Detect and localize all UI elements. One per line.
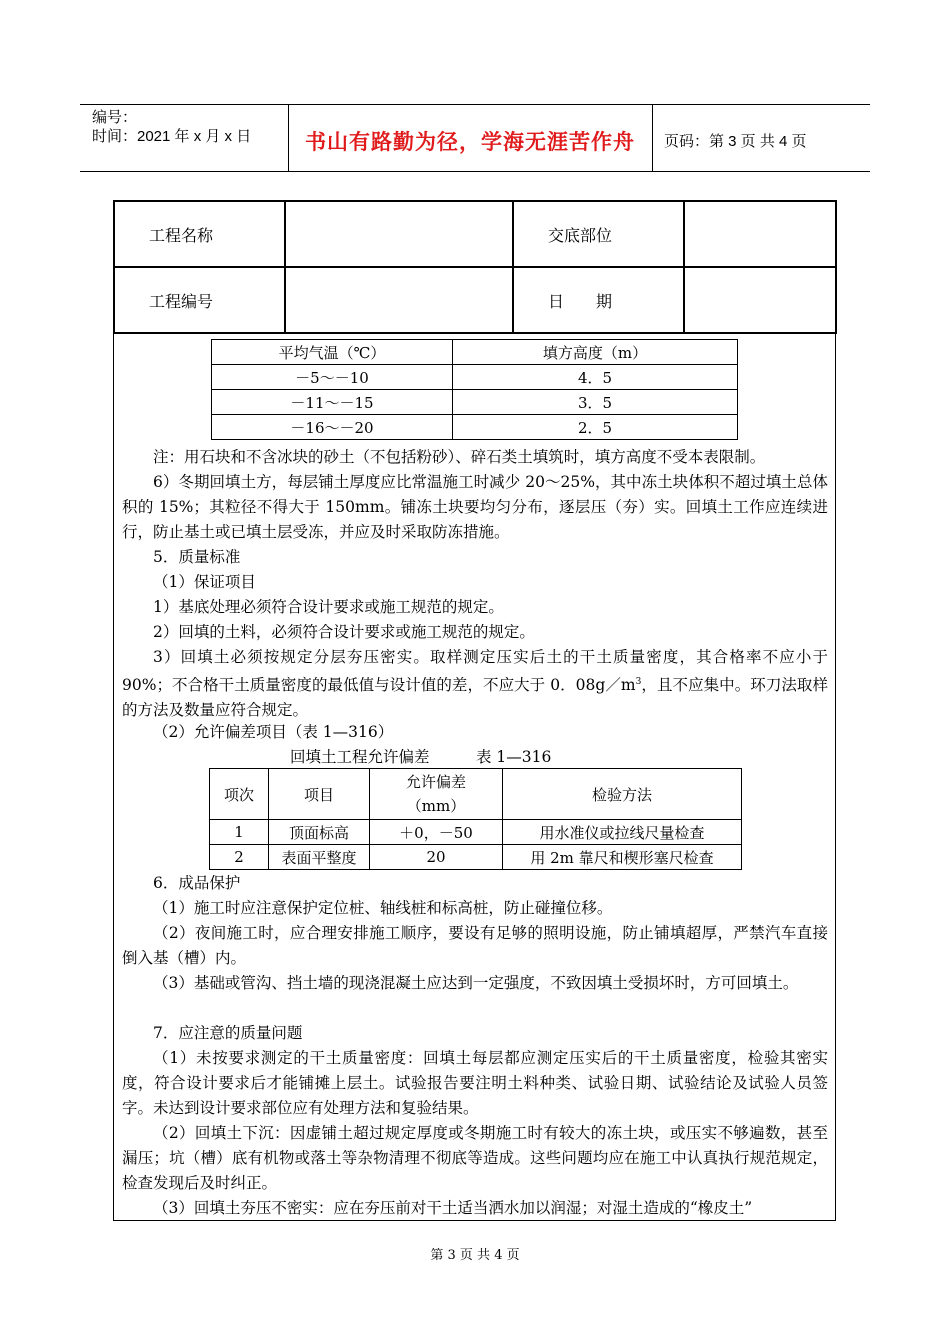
table-header: 项次 (210, 769, 269, 820)
table-row (212, 415, 738, 440)
table-cell: －5～－10 (212, 365, 453, 390)
time-line: 时间：2021 年 x 月 x 日 (92, 128, 252, 145)
paragraph: 1）基底处理必须符合设计要求或施工规范的规定。 (153, 598, 504, 616)
table-header: 填方高度（m） (453, 340, 738, 365)
paragraph-text: ，且不应集中。环刀法取样的方法及数量应符合规定。 (122, 676, 828, 720)
table-cell: 表面平整度 (269, 845, 370, 870)
header-top-rule (80, 104, 870, 105)
page-footer: 第 3 页 共 4 页 (430, 1248, 520, 1263)
paragraph: （2）回填土下沉：因虚铺土超过规定厚度或冬期施工时有较大的冻土块，或压实不够遍数，甚至漏压；坑（槽）底有机物或落土等杂物清理不彻底等造成。这些问题均应在施工中认真执行规范规定，检查发现后及时纠正。 (122, 1124, 828, 1192)
paragraph-text: 3）回填土必须按规定分层夯压密实。取样测定压实后土的干土质量密度，其合格率不应小于 90%；不合格干土质量密度的最低值与设计值的差，不应大于 0．08g／m (122, 648, 828, 695)
table-row (210, 845, 742, 870)
project-info-table (113, 200, 837, 334)
date-value (684, 267, 836, 333)
paragraph (122, 645, 828, 723)
paragraph: （3）回填土夯压不密实：应在夯压前对干土适当洒水加以润湿；对湿土造成的“橡皮土” (153, 1199, 753, 1217)
table-cell: 2 (210, 845, 269, 870)
table-cell: －16～－20 (212, 415, 453, 440)
motto: 书山有路勤为径，学海无涯苦作舟 (305, 130, 635, 154)
header-divider (652, 104, 653, 172)
handover-part-label: 交底部位 (513, 201, 684, 267)
page-info: 页码：第 3 页 共 4 页 (664, 133, 807, 150)
paragraph: （1）施工时应注意保护定位桩、轴线桩和标高桩，防止碰撞位移。 (153, 899, 613, 917)
table-cell: 2．5 (453, 415, 738, 440)
handover-part-value (684, 201, 836, 267)
table-cell: 3．5 (453, 390, 738, 415)
deviation-table (209, 768, 742, 870)
header-divider (288, 104, 289, 172)
table-cell: 20 (370, 845, 503, 870)
paragraph: （1）未按要求测定的干土质量密度：回填土每层都应测定压实后的干土质量密度，检验其密实度，符合设计要求后才能铺摊上层土。试验报告要注明土料种类、试验日期、试验结论及试验人员签字。未达到设计要求部位应有处理方法和复验结果。 (122, 1049, 828, 1117)
paragraph: （3）基础或管沟、挡土墙的现浇混凝土应达到一定强度，不致因填土受损坏时，方可回填土。 (153, 974, 799, 992)
table-header-row (212, 340, 738, 365)
paragraph: 2）回填的土料，必须符合设计要求或施工规范的规定。 (153, 623, 535, 641)
header-bottom-rule (80, 171, 870, 172)
table-cell: 顶面标高 (269, 820, 370, 845)
table-header-row (210, 769, 742, 820)
table-row (212, 365, 738, 390)
table-cell: 用水准仪或拉线尺量检查 (503, 820, 742, 845)
subsection-heading: （1）保证项目 (153, 573, 256, 591)
table-cell: 用 2m 靠尺和楔形塞尺检查 (503, 845, 742, 870)
temperature-table (211, 339, 738, 440)
section-heading: 6．成品保护 (153, 874, 241, 892)
note-paragraph: 注：用石块和不含冰块的砂土（不包括粉砂）、碎石类土填筑时，填方高度不受本表限制。 (153, 448, 766, 466)
table-cell: －11～－15 (212, 390, 453, 415)
project-name-label: 工程名称 (114, 201, 285, 267)
table-caption: 回填土工程允许偏差 表 1—316 (290, 748, 552, 766)
project-no-value (285, 267, 513, 333)
table-header: 项目 (269, 769, 370, 820)
section-heading: 5．质量标准 (153, 548, 241, 566)
date-label: 日 期 (513, 267, 684, 333)
section-heading: 7．应注意的质量问题 (153, 1024, 303, 1042)
table-row (210, 820, 742, 845)
table-header: 平均气温（℃） (212, 340, 453, 365)
table-cell: ＋0，－50 (370, 820, 503, 845)
table-row (212, 390, 738, 415)
project-no-label: 工程编号 (114, 267, 285, 333)
paragraph: （2）夜间施工时，应合理安排施工顺序，要设有足够的照明设施，防止铺填超厚，严禁汽车直接倒入基（槽）内。 (122, 924, 828, 967)
subsection-heading: （2）允许偏差项目（表 1—316） (153, 723, 394, 741)
table-cell: 1 (210, 820, 269, 845)
project-name-value (285, 201, 513, 267)
number-label: 编号： (92, 109, 138, 126)
table-cell: 4．5 (453, 365, 738, 390)
table-header: 允许偏差 （mm） (370, 769, 503, 820)
superscript: 3 (635, 677, 642, 687)
table-header: 检验方法 (503, 769, 742, 820)
header-meta (92, 108, 251, 146)
paragraph: 6）冬期回填土方，每层铺土厚度应比常温施工时减少 20～25%，其中冻土块体积不超过填土总体积的 15%；其粒径不得大于 150mm。铺冻土块要均匀分布，逐层压（夯）实。回填土工作应连续进行，防止基土或已填土层受冻，并应及时采取防冻措施。 (122, 473, 828, 541)
